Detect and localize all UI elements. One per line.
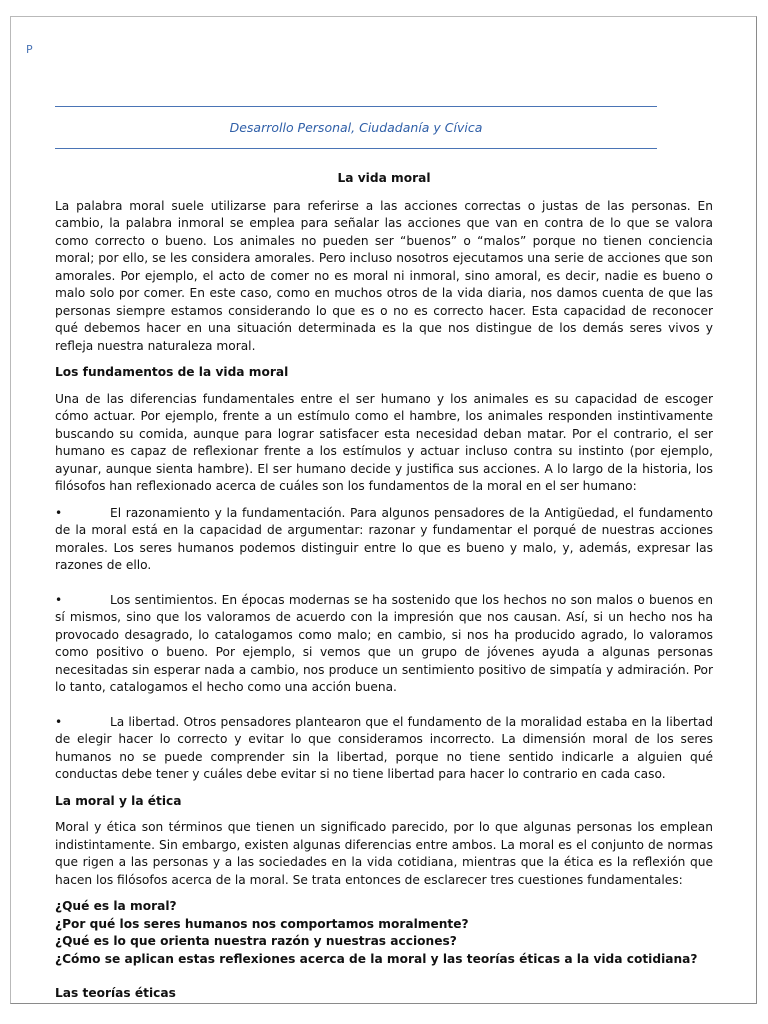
- fundamentos-paragraph: Una de las diferencias fundamentales entre el ser humano y los animales es su capacidad de escoger cómo actuar. Por ejemplo, frente a un estímulo como el hambre, los animales responden instintivamente buscando su comida, aunque para lograr satisfacer esta necesidad deban matar. Por el contrario, el ser humano es capaz de reflexionar frente a los estímulos y actuar incluso contra su instinto (por ejemplo, ayunar, aunque sienta hambre). El ser humano decide y justifica sus acciones. A lo largo de la historia, los filósofos han reflexionado acerca de cuáles son los fundamentos de la moral en el ser humano:: [55, 391, 713, 493]
- bullet-item-sentimientos: [55, 592, 713, 697]
- bullet-item-razonamiento: [55, 505, 713, 575]
- question-item: ¿Cómo se aplican estas reflexiones acerca de la moral y las teorías éticas a la vida cotidiana?: [55, 951, 698, 966]
- questions-list: [55, 898, 713, 968]
- bullet-item-libertad: [55, 714, 713, 784]
- section-heading-teorias: Las teorías éticas: [55, 986, 176, 1000]
- bullet-text: El razonamiento y la fundamentación. Para algunos pensadores de la Antigüedad, el fundamento de la moral está en la capacidad de argumentar: razonar y fundamentar el porqué de nuestras acciones morales. Los seres humanos podemos distinguir entre lo que es bueno y malo, y, además, expresar las razones de ello.: [55, 505, 713, 572]
- bullet-text: Los sentimientos. En épocas modernas se ha sostenido que los hechos no son malos o buenos en sí mismos, sino que los valoramos de acuerdo con la impresión que nos causan. Así, si un hecho nos ha provocado desagrado, lo catalogamos como malo; en cambio, si nos ha producido agrado, lo valoramos como positivo o bueno. Por ejemplo, si vemos que un grupo de jóvenes ayuda a algunas personas necesitadas sin esperar nada a cambio, nos produce un sentimiento positivo de simpatía y admiración. Por lo tanto, catalogamos el hecho como una acción buena.: [55, 592, 713, 694]
- question-item: ¿Qué es lo que orienta nuestra razón y nuestras acciones?: [55, 934, 457, 948]
- header-rule-top: [55, 106, 657, 107]
- bullet-text: La libertad. Otros pensadores plantearon que el fundamento de la moralidad estaba en la libertad de elegir hacer lo correcto y evitar lo que consideramos incorrecto. La dimensión moral de los seres humanos no se puede comprender sin la libertad, porque no tiene sentido indicarle a alguien qué conductas debe tener y cuáles debe evitar si no tiene libertad para hacer lo contrario en cada caso.: [55, 714, 713, 781]
- header-rule-bottom: [55, 148, 657, 149]
- intro-paragraph: La palabra moral suele utilizarse para referirse a las acciones correctas o justas de las personas. En cambio, la palabra inmoral se emplea para señalar las acciones que van en contra de lo que se valora como correcto o bueno. Los animales no pueden ser “buenos” o “malos” porque no tienen conciencia moral; por ello, se les considera amorales. Pero incluso nosotros ejecutamos una serie de acciones que son amorales. Por ejemplo, el acto de comer no es moral ni inmoral, sino amoral, es decir, nadie es bueno o malo solo por comer. En este caso, como en muchos otros de la vida diaria, nos damos cuenta de que las personas siempre estamos considerando lo que es o no es correcto hacer. Esta capacidad de reconocer qué debemos hacer en una situación determinada es la que nos distingue de los demás seres vivos y refleja nuestra naturaleza moral.: [55, 198, 713, 353]
- moral-etica-paragraph: Moral y ética son términos que tienen un significado parecido, por lo que algunas personas los emplean indistintamente. Sin embargo, existen algunas diferencias entre ambos. La moral es el conjunto de normas que rigen a las personas y a las sociedades en la vida cotidiana, mientras que la ética es la reflexión que hacen los filósofos acerca de la moral. Se trata entonces de esclarecer tres cuestiones fundamentales:: [55, 820, 713, 887]
- section-heading-moral-etica: La moral y la ética: [55, 793, 182, 808]
- bullet-marker: •: [55, 714, 63, 729]
- page-corner-mark: P: [26, 43, 33, 56]
- question-item: ¿Por qué los seres humanos nos comportamos moralmente?: [55, 916, 469, 931]
- bullet-marker: •: [55, 505, 63, 520]
- section-heading-fundamentos: Los fundamentos de la vida moral: [55, 365, 289, 379]
- page-header-title: Desarrollo Personal, Ciudadanía y Cívica: [229, 120, 483, 135]
- document-body: [55, 170, 713, 1012]
- document-title: La vida moral: [337, 171, 431, 185]
- bullet-marker: •: [55, 592, 63, 607]
- question-item: ¿Qué es la moral?: [55, 899, 177, 913]
